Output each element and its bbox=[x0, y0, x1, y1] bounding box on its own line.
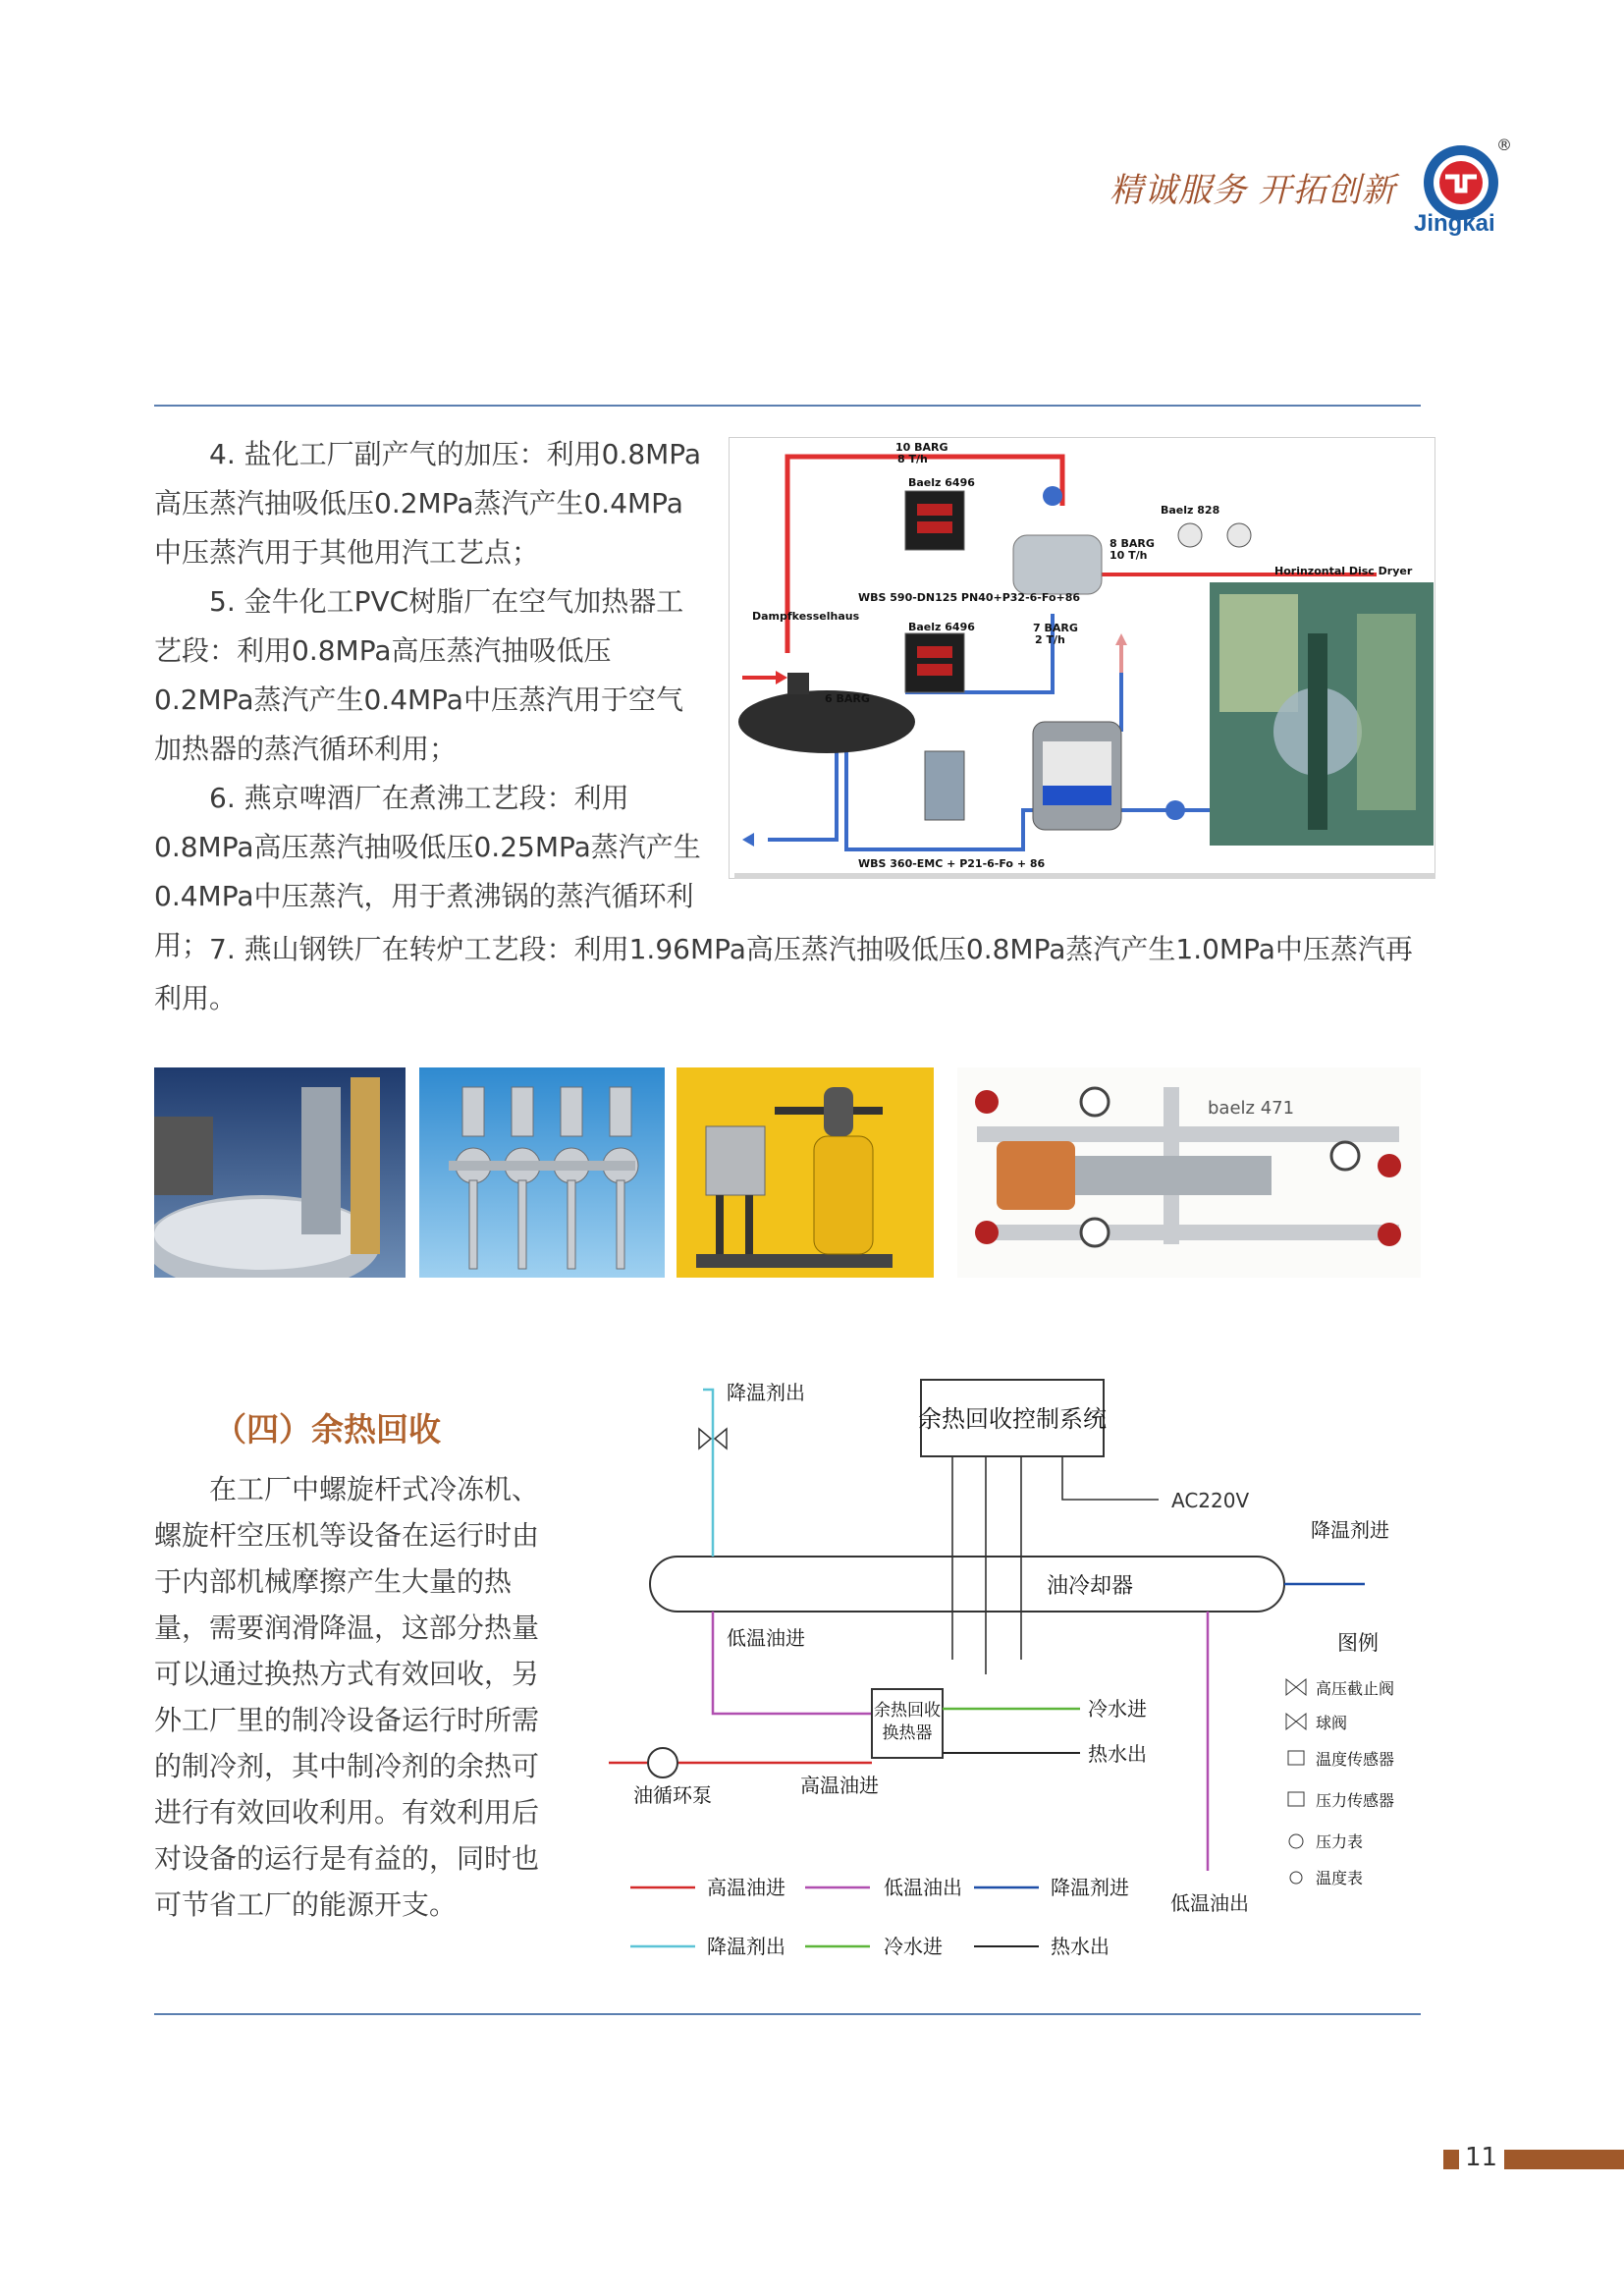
intro-text bbox=[154, 430, 704, 970]
line-legend-item: 降温剂出 bbox=[707, 1935, 785, 1958]
controller-bottom bbox=[905, 633, 964, 692]
legend-item: 压力表 bbox=[1316, 1832, 1364, 1851]
control-system-label: 余热回收控制系统 bbox=[918, 1405, 1107, 1433]
label-8-th: 8 T/h bbox=[897, 453, 928, 465]
low-oil-in-label: 低温油进 bbox=[727, 1626, 805, 1650]
label-baelz-6496-top: Baelz 6496 bbox=[908, 476, 975, 489]
label-7-barg: 7 BARG bbox=[1033, 622, 1078, 634]
controller-top bbox=[905, 491, 964, 550]
label-dryer: Horinzontal Disc Dryer bbox=[1274, 565, 1413, 577]
section-body: 在工厂中螺旋杆式冷冻机、螺旋杆空压机等设备在运行时由于内部机械摩擦产生大量的热量，需要润滑降温，这部分热量可以通过换热方式有效回收，另外工厂里的制冷设备运行时所需的制冷剂，其中制冷剂的余热可进行有效回收利用。有效利用后对设备的运行是有益的，同时也可节省工厂的能源开支。 bbox=[154, 1473, 540, 1921]
line-legend-item: 低温油出 bbox=[884, 1876, 962, 1899]
photo-condensate-unit bbox=[677, 1067, 934, 1278]
paragraph-6: 6. 燕京啤酒厂在煮沸工艺段：利用0.8MPa高压蒸汽抽吸低压0.25MPa蒸汽产生0.4MPa中压蒸汽，用于煮沸锅的蒸汽循环利用； bbox=[154, 782, 701, 961]
page-number-mark bbox=[1443, 2150, 1459, 2169]
line-legend-item: 降温剂进 bbox=[1051, 1876, 1129, 1899]
exchanger-label-1: 余热回收 bbox=[874, 1701, 941, 1721]
heat-recovery-diagram bbox=[609, 1360, 1434, 2008]
photo-baelz-471 bbox=[957, 1067, 1421, 1278]
paragraph-7: 7. 燕山钢铁厂在转炉工艺段：利用1.96MPa高压蒸汽抽吸低压0.8MPa蒸汽产生1.0MPa中压蒸汽再利用。 bbox=[154, 933, 1413, 1014]
page-number: 11 bbox=[1465, 2143, 1498, 2172]
legend-item: 高压截止阀 bbox=[1316, 1679, 1395, 1698]
oil-pump-label: 油循环泵 bbox=[633, 1783, 712, 1807]
coolant-out-top-label: 降温剂出 bbox=[727, 1381, 805, 1404]
section-body-block bbox=[154, 1466, 562, 1928]
paragraph-7-block bbox=[154, 925, 1431, 1023]
label-8-barg: 8 BARG bbox=[1110, 537, 1155, 550]
label-10-th: 10 T/h bbox=[1110, 549, 1148, 562]
legend-item: 温度传感器 bbox=[1316, 1750, 1395, 1769]
hot-water-label: 热水出 bbox=[1088, 1742, 1147, 1766]
legend-item: 球阀 bbox=[1316, 1714, 1348, 1732]
line-legend bbox=[630, 1876, 1129, 1958]
legend-item: 压力传感器 bbox=[1316, 1791, 1395, 1810]
ac-label: AC220V bbox=[1171, 1489, 1250, 1512]
oil-pump bbox=[648, 1748, 677, 1777]
legend-item: 温度表 bbox=[1316, 1869, 1364, 1887]
cold-water-label: 冷水进 bbox=[1088, 1697, 1147, 1721]
coolant-out-line bbox=[703, 1390, 713, 1557]
label-wbs-bottom: WBS 360-EMC + P21-6-Fo + 86 bbox=[858, 857, 1046, 870]
low-oil-out-label: 低温油出 bbox=[1170, 1891, 1249, 1915]
paragraph-4: 4. 盐化工厂副产气的加压：利用0.8MPa高压蒸汽抽吸低压0.2MPa蒸汽产生0.4MPa中压蒸汽用于其他用汽工艺点； bbox=[154, 438, 702, 569]
oil-cooler bbox=[650, 1557, 1284, 1612]
label-baelz-6496-bottom: Baelz 6496 bbox=[908, 621, 975, 633]
label-baelz-828: Baelz 828 bbox=[1161, 504, 1220, 517]
line-legend-item: 高温油进 bbox=[707, 1876, 785, 1899]
page-number-bar bbox=[1504, 2150, 1624, 2169]
label-2-th: 2 T/h bbox=[1035, 633, 1065, 646]
coolant-in-label: 降温剂进 bbox=[1311, 1518, 1389, 1542]
line-legend-item: 冷水进 bbox=[884, 1935, 943, 1958]
bottom-rule bbox=[154, 2013, 1421, 2015]
label-boiler-house: Dampfkesselhaus bbox=[752, 610, 860, 623]
top-rule bbox=[154, 405, 1421, 407]
legend-title: 图例 bbox=[1337, 1631, 1379, 1655]
baelz-471-label: baelz 471 bbox=[1208, 1098, 1295, 1119]
label-wbs-top: WBS 590-DN125 PN40+P32-6-Fo+86 bbox=[858, 591, 1081, 604]
paragraph-5: 5. 金牛化工PVC树脂厂在空气加热器工艺段：利用0.8MPa高压蒸汽抽吸低压0.2MPa蒸汽产生0.4MPa中压蒸汽用于空气加热器的蒸汽循环利用； bbox=[154, 585, 684, 765]
label-10-barg: 10 BARG bbox=[895, 441, 948, 454]
steam-system-diagram bbox=[729, 437, 1435, 879]
label-6-barg: 6 BARG bbox=[825, 692, 870, 705]
high-oil-in-label: 高温油进 bbox=[800, 1774, 879, 1797]
registered-mark: ® bbox=[1496, 136, 1512, 154]
tagline: 精诚服务 开拓创新 bbox=[1110, 171, 1396, 210]
oil-cooler-label: 油冷却器 bbox=[1046, 1574, 1134, 1599]
photo-industrial-pipes bbox=[154, 1067, 406, 1278]
control-valve bbox=[925, 751, 964, 820]
logo-text: Jingkai bbox=[1414, 210, 1495, 237]
line-legend-item: 热水出 bbox=[1051, 1935, 1110, 1958]
thermocompressor bbox=[1013, 535, 1102, 594]
symbol-legend bbox=[1286, 1679, 1394, 1887]
section-heading: （四）余热回收 bbox=[214, 1410, 441, 1449]
photo-thermocompressors bbox=[419, 1067, 665, 1278]
exchanger-label-2: 换热器 bbox=[882, 1723, 933, 1743]
